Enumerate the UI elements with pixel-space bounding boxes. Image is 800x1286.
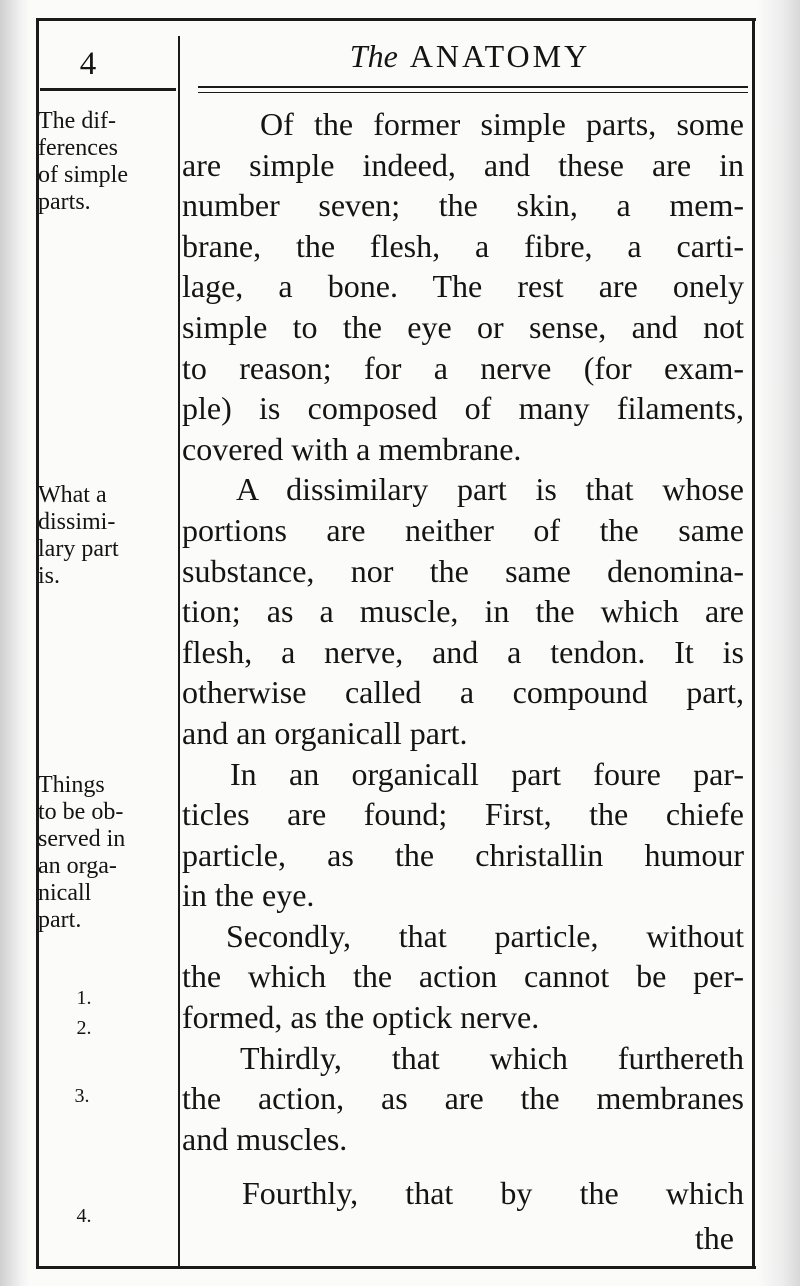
text-line: the which the action cannot be per- — [182, 958, 744, 995]
text-line: number seven; the skin, a mem- — [182, 187, 744, 224]
column-divider-rule — [178, 36, 180, 1268]
text-line: ticles are found; First, the chiefe — [182, 796, 744, 833]
text-line: formed, as the optick nerve. — [182, 999, 540, 1036]
page-number: 4 — [79, 46, 97, 82]
text-line: otherwise called a compound part, — [182, 674, 744, 711]
margin-note-line: The dif- — [38, 108, 116, 134]
text-line: A dissimilary part is that whose — [236, 471, 744, 508]
catchword: the — [694, 1220, 734, 1256]
margin-note-things-observed — [38, 772, 178, 934]
text-line: Of the former simple parts, some — [260, 106, 744, 142]
margin-note-line: dissimi- — [38, 509, 116, 535]
text-line: simple to the eye or sense, and not — [182, 308, 744, 345]
margin-column — [38, 0, 178, 1286]
text-line: Fourthly, that by the which — [242, 1175, 744, 1212]
text-line: are simple indeed, and these are in — [182, 146, 744, 183]
main-text — [182, 104, 744, 1214]
margin-note-dissimilary — [38, 482, 178, 590]
text-line: and muscles. — [182, 1120, 348, 1157]
text-line: covered with a membrane. — [182, 430, 522, 467]
text-line: to reason; for a nerve (for exam- — [182, 349, 744, 386]
margin-note-differences — [38, 108, 178, 216]
paragraph — [182, 916, 744, 1038]
margin-note-line: nicall — [38, 880, 92, 906]
margin-note-line: ferences — [38, 135, 118, 161]
text-line: brane, the flesh, a fibre, a carti- — [182, 227, 744, 264]
text-line: the action, as are the membranes — [182, 1080, 744, 1117]
margin-note-line: parts. — [38, 189, 91, 215]
text-line: substance, nor the same denomina- — [182, 552, 744, 589]
text-line: In an organicall part foure par- — [230, 755, 744, 792]
header-rule-right — [198, 86, 748, 88]
margin-note-line: served in — [38, 826, 126, 852]
running-head-article: The — [349, 38, 398, 74]
paragraph — [182, 469, 744, 753]
running-head-title: ANATOMY — [409, 38, 591, 74]
text-line: Thirdly, that which furthereth — [240, 1039, 744, 1076]
margin-number-1: 1. — [76, 987, 92, 1009]
margin-number-4: 4. — [76, 1205, 92, 1227]
margin-note-line: lary part — [38, 536, 119, 562]
margin-note-line: Things — [38, 772, 105, 798]
paragraph — [182, 1173, 744, 1214]
text-line: in the eye. — [182, 877, 315, 914]
paragraph — [182, 754, 744, 916]
header-rule-right-lower — [198, 92, 748, 93]
margin-number-3: 3. — [74, 1085, 90, 1107]
margin-note-line: is. — [38, 563, 61, 589]
margin-note-line: of simple — [38, 162, 128, 188]
text-line: flesh, a nerve, and a tendon. It is — [182, 633, 744, 670]
running-head — [190, 40, 750, 72]
margin-note-line: to be ob- — [38, 799, 124, 825]
text-line: portions are neither of the same — [182, 511, 744, 548]
margin-note-line: What a — [38, 482, 107, 508]
gutter-shadow — [0, 0, 30, 1286]
text-line: Secondly, that particle, without — [226, 917, 744, 954]
text-line: particle, as the christallin humour — [182, 836, 744, 873]
text-line: ple) is composed of many filaments, — [182, 390, 744, 427]
page-edge-shadow — [758, 0, 800, 1286]
margin-note-line: an orga- — [38, 853, 117, 879]
right-border-rule — [752, 18, 755, 1268]
margin-number-2: 2. — [76, 1017, 92, 1039]
text-line: and an organicall part. — [182, 714, 468, 751]
text-line: lage, a bone. The rest are onely — [182, 268, 744, 305]
text-line: tion; as a muscle, in the which are — [182, 593, 744, 630]
paragraph — [182, 1038, 744, 1160]
margin-note-line: part. — [38, 907, 82, 933]
paragraph — [182, 104, 744, 469]
